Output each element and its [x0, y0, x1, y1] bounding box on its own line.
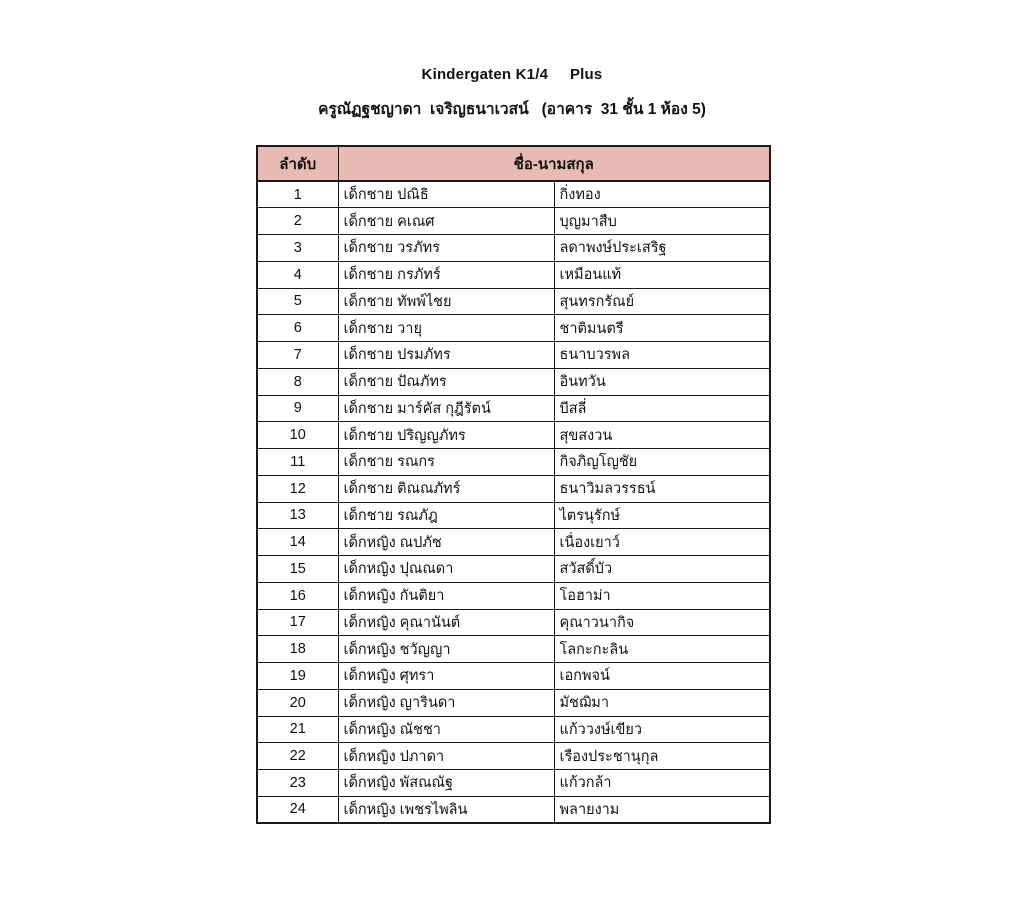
cell-first: เด็กชาย ทัพพ์ไชย — [338, 288, 554, 315]
cell-first: เด็กชาย รณกร — [338, 449, 554, 476]
cell-index: 24 — [257, 796, 338, 823]
cell-first: เด็กหญิง ศุทรา — [338, 663, 554, 690]
cell-index: 16 — [257, 582, 338, 609]
cell-index: 21 — [257, 716, 338, 743]
table-row — [257, 556, 770, 583]
cell-first: เด็กชาย ปัณภัทร — [338, 368, 554, 395]
cell-first: เด็กหญิง คุณานันต์ — [338, 609, 554, 636]
cell-index: 5 — [257, 288, 338, 315]
table-row — [257, 609, 770, 636]
table-row — [257, 636, 770, 663]
student-roster-table — [256, 145, 771, 824]
teacher-room-subtitle: ครูณัฏฐชญาดา เจริญธนาเวสน์ (อาคาร 31 ชั้น 1 ห้อง 5) — [318, 101, 706, 118]
cell-last: ไตรนุรักษ์ — [554, 502, 770, 529]
cell-last: โลกะกะลิน — [554, 636, 770, 663]
table-row — [257, 663, 770, 690]
table-row — [257, 582, 770, 609]
cell-index: 20 — [257, 689, 338, 716]
cell-last: กิจภิญโญชัย — [554, 449, 770, 476]
cell-last: พลายงาม — [554, 796, 770, 823]
cell-index: 8 — [257, 368, 338, 395]
table-header-row — [257, 146, 770, 181]
cell-last: ธนาวิมลวรรธน์ — [554, 475, 770, 502]
header-index: ลำดับ — [257, 146, 338, 181]
cell-index: 12 — [257, 475, 338, 502]
table-row — [257, 342, 770, 369]
cell-index: 7 — [257, 342, 338, 369]
cell-last: แก้ววงษ์เขียว — [554, 716, 770, 743]
cell-index: 23 — [257, 770, 338, 797]
table-row — [257, 689, 770, 716]
cell-last: เนื่องเยาว์ — [554, 529, 770, 556]
table-row — [257, 208, 770, 235]
cell-index: 10 — [257, 422, 338, 449]
cell-first: เด็กหญิง ชวัญญา — [338, 636, 554, 663]
cell-index: 15 — [257, 556, 338, 583]
cell-first: เด็กหญิง ญารินดา — [338, 689, 554, 716]
cell-first: เด็กชาย กรภัทร์ — [338, 261, 554, 288]
cell-first: เด็กหญิง ปุณณดา — [338, 556, 554, 583]
table-row — [257, 181, 770, 208]
cell-first: เด็กหญิง กันติยา — [338, 582, 554, 609]
table-row — [257, 770, 770, 797]
cell-last: เอกพจน์ — [554, 663, 770, 690]
cell-last: ลดาพงษ์ประเสริฐ — [554, 235, 770, 262]
cell-last: เรืองประชานุกุล — [554, 743, 770, 770]
cell-index: 13 — [257, 502, 338, 529]
cell-last: คุณาวนากิจ — [554, 609, 770, 636]
cell-last: ชาติมนตรี — [554, 315, 770, 342]
table-row — [257, 235, 770, 262]
cell-index: 22 — [257, 743, 338, 770]
cell-first: เด็กชาย มาร์คัส กุฎีรัตน์ — [338, 395, 554, 422]
table-row — [257, 368, 770, 395]
table-row — [257, 288, 770, 315]
cell-last: แก้วกล้า — [554, 770, 770, 797]
page-title: Kindergaten K1/4 Plus — [421, 66, 603, 83]
cell-first: เด็กชาย วรภัทร — [338, 235, 554, 262]
cell-first: เด็กชาย รณภัฎ — [338, 502, 554, 529]
cell-index: 6 — [257, 315, 338, 342]
header-name: ชื่อ-นามสกุล — [338, 146, 770, 181]
table-row — [257, 449, 770, 476]
cell-last: โอฮาม่า — [554, 582, 770, 609]
cell-last: บีสลี่ — [554, 395, 770, 422]
cell-last: กิ่งทอง — [554, 181, 770, 208]
cell-index: 4 — [257, 261, 338, 288]
table-row — [257, 315, 770, 342]
cell-last: บุญมาสืบ — [554, 208, 770, 235]
table-row — [257, 743, 770, 770]
cell-index: 14 — [257, 529, 338, 556]
table-row — [257, 796, 770, 823]
table-row — [257, 716, 770, 743]
cell-index: 3 — [257, 235, 338, 262]
cell-first: เด็กชาย ปริญญภัทร — [338, 422, 554, 449]
cell-first: เด็กชาย ปรมภัทร — [338, 342, 554, 369]
table-row — [257, 475, 770, 502]
cell-last: สวัสดิ์บัว — [554, 556, 770, 583]
table-row — [257, 261, 770, 288]
cell-index: 9 — [257, 395, 338, 422]
cell-first: เด็กชาย วายุ — [338, 315, 554, 342]
cell-first: เด็กหญิง เพชรไพลิน — [338, 796, 554, 823]
cell-first: เด็กหญิง ณัชชา — [338, 716, 554, 743]
cell-index: 17 — [257, 609, 338, 636]
cell-last: เหมือนแท้ — [554, 261, 770, 288]
roster-body — [257, 181, 770, 823]
cell-last: มัชฌิมา — [554, 689, 770, 716]
cell-first: เด็กหญิง พัสณณัฐ — [338, 770, 554, 797]
cell-first: เด็กหญิง ณปภัช — [338, 529, 554, 556]
cell-last: สุนทรกรัณย์ — [554, 288, 770, 315]
cell-index: 18 — [257, 636, 338, 663]
table-row — [257, 529, 770, 556]
cell-first: เด็กชาย ติณณภัทร์ — [338, 475, 554, 502]
cell-last: อินทวัน — [554, 368, 770, 395]
cell-index: 11 — [257, 449, 338, 476]
cell-first: เด็กชาย คเณศ — [338, 208, 554, 235]
cell-last: ธนาบวรพล — [554, 342, 770, 369]
cell-last: สุขสงวน — [554, 422, 770, 449]
table-row — [257, 422, 770, 449]
cell-index: 1 — [257, 181, 338, 208]
table-row — [257, 502, 770, 529]
cell-index: 2 — [257, 208, 338, 235]
cell-first: เด็กชาย ปณิธิ — [338, 181, 554, 208]
cell-first: เด็กหญิง ปภาดา — [338, 743, 554, 770]
table-row — [257, 395, 770, 422]
cell-index: 19 — [257, 663, 338, 690]
